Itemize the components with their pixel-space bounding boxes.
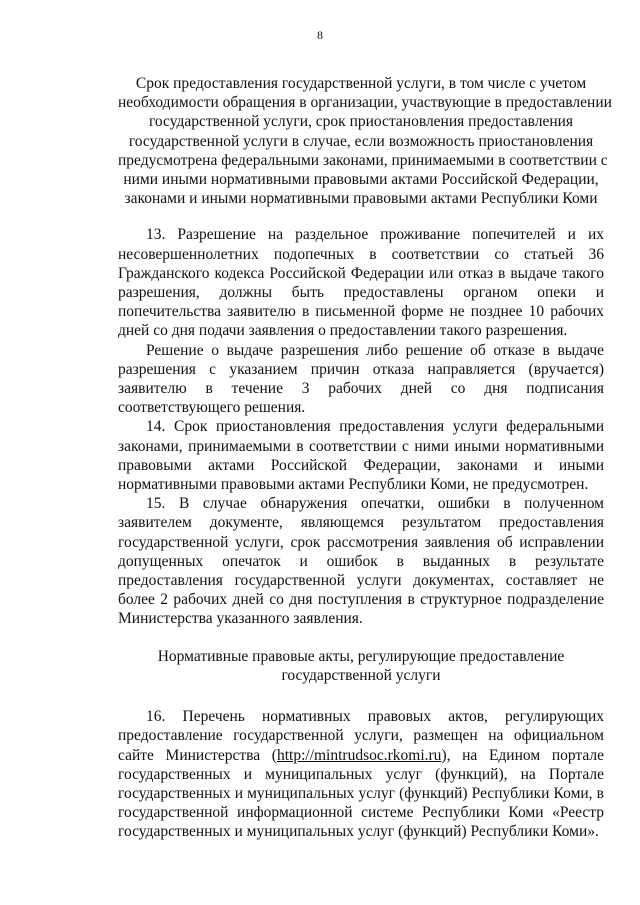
heading-line: законами и иными нормативными правовыми актами Республики Коми — [124, 190, 598, 208]
paragraph-14: 14. Срок приостановления предоставления услуги федеральными законами, принимаемыми в соответствии с ними иными нормативными правовыми актами Российской Федерации, законами и иными нормативными правовыми актами Республики Коми, не предусмотрен. — [118, 418, 604, 494]
heading-line: необходимости обращения в организации, участвующие в предоставлении — [118, 94, 612, 112]
paragraph-13-decision: Решение о выдаче разрешения либо решение об отказе в выдаче разрешения с указанием причин отказа направляется (вручается) заявителю в течение 3 рабочих дней со дня подписания соответствующего решения. — [118, 341, 604, 417]
heading-line: ними иными нормативными правовыми актами Российской Федерации, — [123, 171, 599, 189]
section-heading-service-term — [118, 74, 612, 208]
paragraph-16-text-start: 16. Перечень нормативных правовых актов, регулирующих предоставление государственной услуги, размещен на официальном сайте Министерства ( — [118, 708, 604, 764]
page-number: 8 — [317, 28, 323, 42]
heading-line: государственной услуги в случае, если возможность приостановления — [128, 132, 594, 150]
section-heading-legal-acts — [118, 647, 604, 685]
document-body — [118, 74, 612, 842]
heading-line: государственной услуги, срок приостановления предоставления — [148, 113, 574, 131]
heading-line: государственной услуги — [281, 666, 441, 684]
heading-line: предусмотрена федеральными законами, принимаемыми в соответствии с — [118, 151, 608, 169]
paragraph-13: 13. Разрешение на раздельное проживание попечителей и их несовершеннолетних подопечных в соответствии со статьей 36 Гражданского кодекса Российской Федерации или отказ в выдаче такого разрешения, должны быть предоставлены органом опеки и попечительства заявителю в письменной форме не позднее 10 рабочих дней со дня подачи заявления о предоставлении такого разрешения. — [118, 226, 604, 340]
paragraph-16-text-end: ), на Едином портале государственных и муниципальных услуг (функций), на Портале государственных и муниципальных услуг (функций) Республики Коми, в государственной информационной системе Республики Коми «Реестр государственных и муниципальных услуг (функций) Республики Коми». — [118, 746, 604, 841]
ministry-website-link[interactable]: http://mintrudsoc.rkomi.ru — [276, 746, 442, 764]
heading-line: Срок предоставления государственной услуги, в том числе с учетом — [135, 75, 587, 92]
paragraph-15: 15. В случае обнаружения опечатки, ошибки в полученном заявителем документе, являющемся результатом предоставления государственной услуги, срок рассмотрения заявления об исправлении допущенных опечаток и ошибок в выданных в результате предоставления государственной услуги документах, составляет не более 2 рабочих дней со дня поступления в структурное подразделение Министерства указанного заявления. — [118, 495, 604, 628]
paragraph-16 — [118, 707, 604, 841]
heading-line: Нормативные правовые акты, регулирующие предоставление — [157, 647, 565, 665]
